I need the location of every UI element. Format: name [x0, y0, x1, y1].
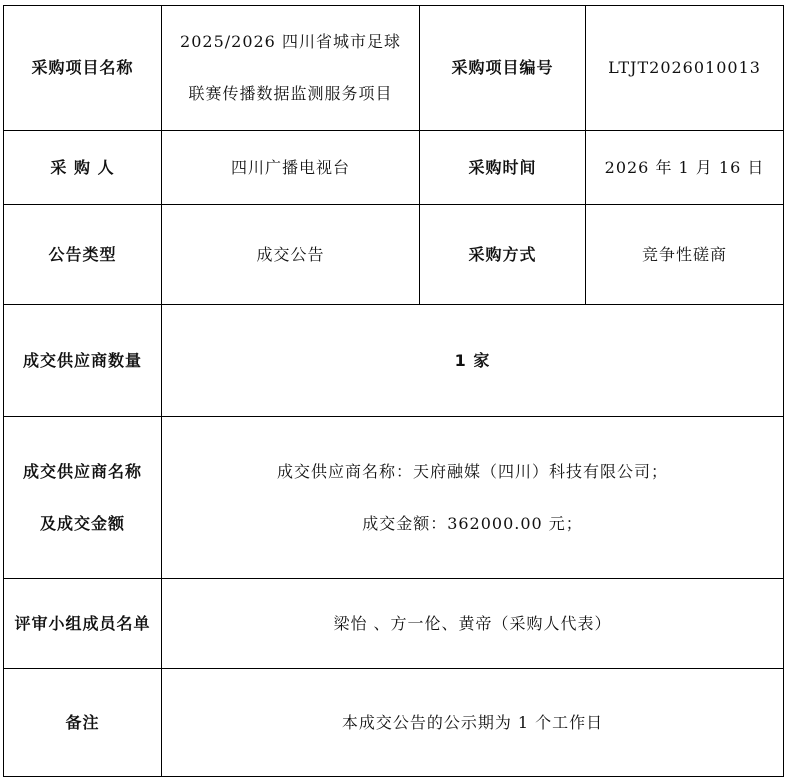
project-name-line-2: 联赛传播数据监测服务项目	[188, 84, 393, 103]
supplier-count-value: 1 家	[162, 305, 784, 417]
remarks-label: 备注	[4, 669, 162, 777]
supplier-info-label	[4, 417, 162, 579]
supplier-info-label-line-1: 成交供应商名称	[22, 461, 142, 481]
remarks-value: 本成交公告的公示期为 1 个工作日	[162, 669, 784, 777]
project-number-value: LTJT2026010013	[586, 6, 784, 131]
table-row-project	[4, 6, 784, 131]
deal-amount-line: 成交金额：362000.00 元；	[362, 513, 583, 533]
table-row-review-panel	[4, 579, 784, 669]
project-name-value	[162, 6, 420, 131]
supplier-count-label: 成交供应商数量	[4, 305, 162, 417]
supplier-name-line: 成交供应商名称：天府融媒（四川）科技有限公司；	[276, 461, 668, 481]
procurement-method-label: 采购方式	[420, 205, 586, 305]
announcement-type-label: 公告类型	[4, 205, 162, 305]
project-name-label: 采购项目名称	[4, 6, 162, 131]
project-name-line-1: 2025/2026 四川省城市足球	[180, 32, 401, 51]
review-panel-label: 评审小组成员名单	[4, 579, 162, 669]
procurement-time-label: 采购时间	[420, 131, 586, 205]
supplier-info-value	[162, 417, 784, 579]
announcement-type-value: 成交公告	[162, 205, 420, 305]
table-row-supplier-info	[4, 417, 784, 579]
table-row-remarks	[4, 669, 784, 777]
project-number-label: 采购项目编号	[420, 6, 586, 131]
table-row-announcement	[4, 205, 784, 305]
procurement-time-value: 2026 年 1 月 16 日	[586, 131, 784, 205]
purchaser-value: 四川广播电视台	[162, 131, 420, 205]
purchaser-label: 采 购 人	[4, 131, 162, 205]
procurement-method-value: 竞争性磋商	[586, 205, 784, 305]
table-row-supplier-count	[4, 305, 784, 417]
table-row-purchaser	[4, 131, 784, 205]
review-panel-value: 梁怡 、方一伦、黄帝（采购人代表）	[162, 579, 784, 669]
procurement-result-table	[3, 5, 784, 777]
supplier-info-label-line-2: 及成交金额	[39, 513, 125, 533]
